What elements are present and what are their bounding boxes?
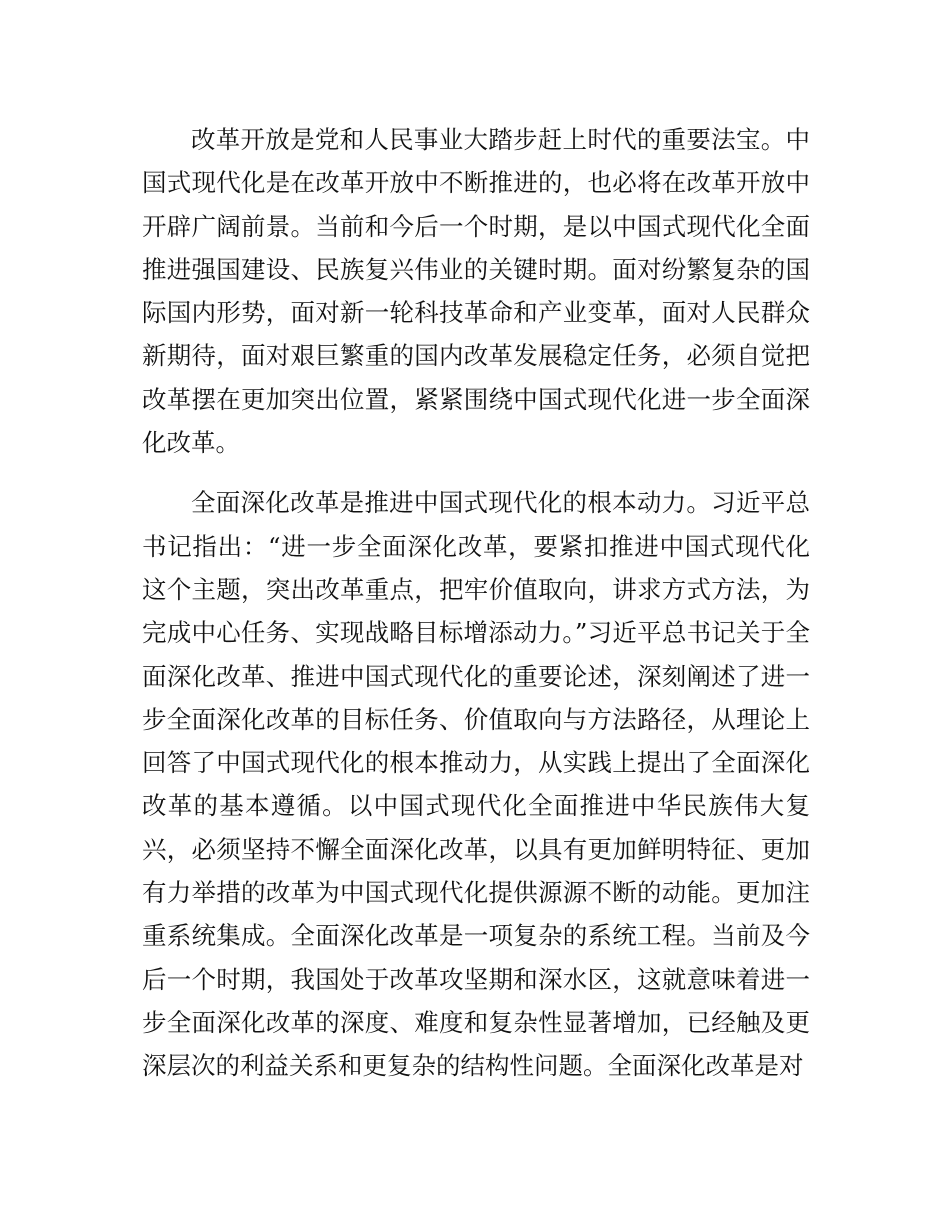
paragraph-reform-opening: 改革开放是党和人民事业大踏步赶上时代的重要法宝。中国式现代化是在改革开放中不断推进的，也必将在改革开放中开辟广阔前景。当前和今后一个时期，是以中国式现代化全面推进强国建设、民族复兴伟业的关键时期。面对纷繁复杂的国际国内形势，面对新一轮科技革命和产业变革，面对人民群众新期待，面对艰巨繁重的国内改革发展稳定任务，必须自觉把改革摆在更加突出位置，紧紧围绕中国式现代化进一步全面深化改革。 xyxy=(142,125,810,458)
document-page xyxy=(142,118,810,1088)
paragraph-deepening-reform: 全面深化改革是推进中国式现代化的根本动力。习近平总书记指出：“进一步全面深化改革，要紧扣推进中国式现代化这个主题，突出改革重点，把牢价值取向，讲求方式方法，为完成中心任务、实现战略目标增添动力。”习近平总书记关于全面深化改革、推进中国式现代化的重要论述，深刻阐述了进一步全面深化改革的目标任务、价值取向与方法路径，从理论上回答了中国式现代化的根本推动力，从实践上提出了全面深化改革的基本遵循。以中国式现代化全面推进中华民族伟大复兴，必须坚持不懈全面深化改革，以具有更加鲜明特征、更加有力举措的改革为中国式现代化提供源源不断的动能。更加注重系统集成。全面深化改革是一项复杂的系统工程。当前及今后一个时期，我国处于改革攻坚期和深水区，这就意味着进一步全面深化改革的深度、难度和复杂性显著增加，已经触及更深层次的利益关系和更复杂的结构性问题。全面深化改革是对 xyxy=(142,488,810,1081)
